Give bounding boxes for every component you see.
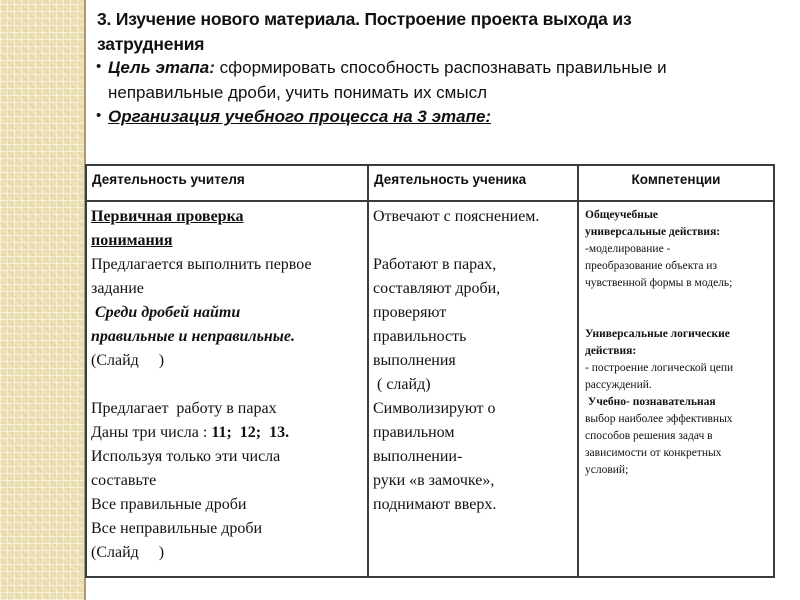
cell-line: (Слайд ) (91, 352, 165, 369)
cell-line: способов решения задач в (585, 430, 713, 442)
bullet-goal (97, 56, 709, 105)
bullet-goal-text: сформировать способность распознавать правильные и неправильные дроби, учить понимать их смысл (108, 58, 667, 102)
cell-line: правильные и неправильные. (91, 328, 295, 345)
table-row (86, 201, 774, 577)
bullet-icon: • (96, 107, 102, 124)
cell-line: Универсальные логические (585, 328, 730, 340)
cell-line: Все правильные дроби (91, 496, 247, 513)
col-header-student-activity: Деятельность ученика (368, 165, 578, 201)
cell-line: Используя только эти числа (91, 448, 281, 465)
cell-line: Все неправильные дроби (91, 520, 263, 537)
bullet-icon: • (96, 58, 102, 75)
cell-line: выбор наиболее эффективных (585, 413, 733, 425)
cell-line: рассуждений. (585, 379, 652, 391)
cell-line: правильность (373, 328, 467, 345)
cell-line: проверяют (373, 304, 447, 321)
cell-line: правильном (373, 424, 455, 441)
bullet-organization (97, 105, 709, 130)
cell-line: выполнения (373, 352, 456, 369)
cell-line: преобразование объекта из (585, 260, 718, 272)
slide-title: 3. Изучение нового материала. Построение проекта выхода из затруднения (97, 9, 632, 54)
cell-line: (Слайд ) (91, 544, 165, 561)
cell-line: Первичная проверка (91, 208, 244, 225)
bullet-organization-lead: Организация учебного процесса на 3 этапе: (108, 107, 492, 126)
cell-line (373, 229, 574, 253)
left-decorative-band (0, 0, 86, 600)
cell-line: задание (91, 280, 144, 297)
cell-line: Символизируют о (373, 400, 496, 417)
cell-line: Общеучебные (585, 209, 659, 221)
cell-line: руки «в замочке», (373, 472, 495, 489)
slide-header (97, 7, 709, 130)
cell-line (585, 309, 768, 326)
cell-teacher-activity (86, 201, 368, 577)
cell-line: поднимают вверх. (373, 496, 497, 513)
cell-line (91, 373, 364, 397)
cell-line: - построение логической цепи (585, 362, 734, 374)
lesson-stage-table (85, 164, 775, 578)
cell-line: Предлагается выполнить первое (91, 256, 312, 273)
cell-student-activity (368, 201, 578, 577)
cell-line: Отвечают с пояснением. (373, 208, 540, 225)
cell-line: -моделирование - (585, 243, 671, 255)
cell-line: ( слайд) (373, 376, 431, 393)
cell-line: Учебно- познавательная (585, 396, 716, 408)
cell-competencies (578, 201, 774, 577)
cell-line: понимания (91, 232, 173, 249)
cell-line: зависимости от конкретных (585, 447, 722, 459)
cell-line (585, 292, 768, 309)
cell-line: Даны три числа : 11; 12; 13. (91, 424, 290, 441)
col-header-teacher-activity: Деятельность учителя (86, 165, 368, 201)
cell-line: чувственной формы в модель; (585, 277, 733, 289)
col-header-competencies: Компетенции (578, 165, 774, 201)
cell-line: Среди дробей найти (91, 304, 241, 321)
cell-line: условий; (585, 464, 629, 476)
cell-line: действия: (585, 345, 637, 357)
cell-line: Предлагает работу в парах (91, 400, 277, 417)
cell-line: Работают в парах, (373, 256, 497, 273)
table-header-row (86, 165, 774, 201)
cell-line: универсальные действия: (585, 226, 721, 238)
cell-line: составляют дроби, (373, 280, 501, 297)
cell-line: составьте (91, 472, 157, 489)
bullet-goal-lead: Цель этапа: (108, 58, 215, 77)
cell-line: выполнении- (373, 448, 463, 465)
